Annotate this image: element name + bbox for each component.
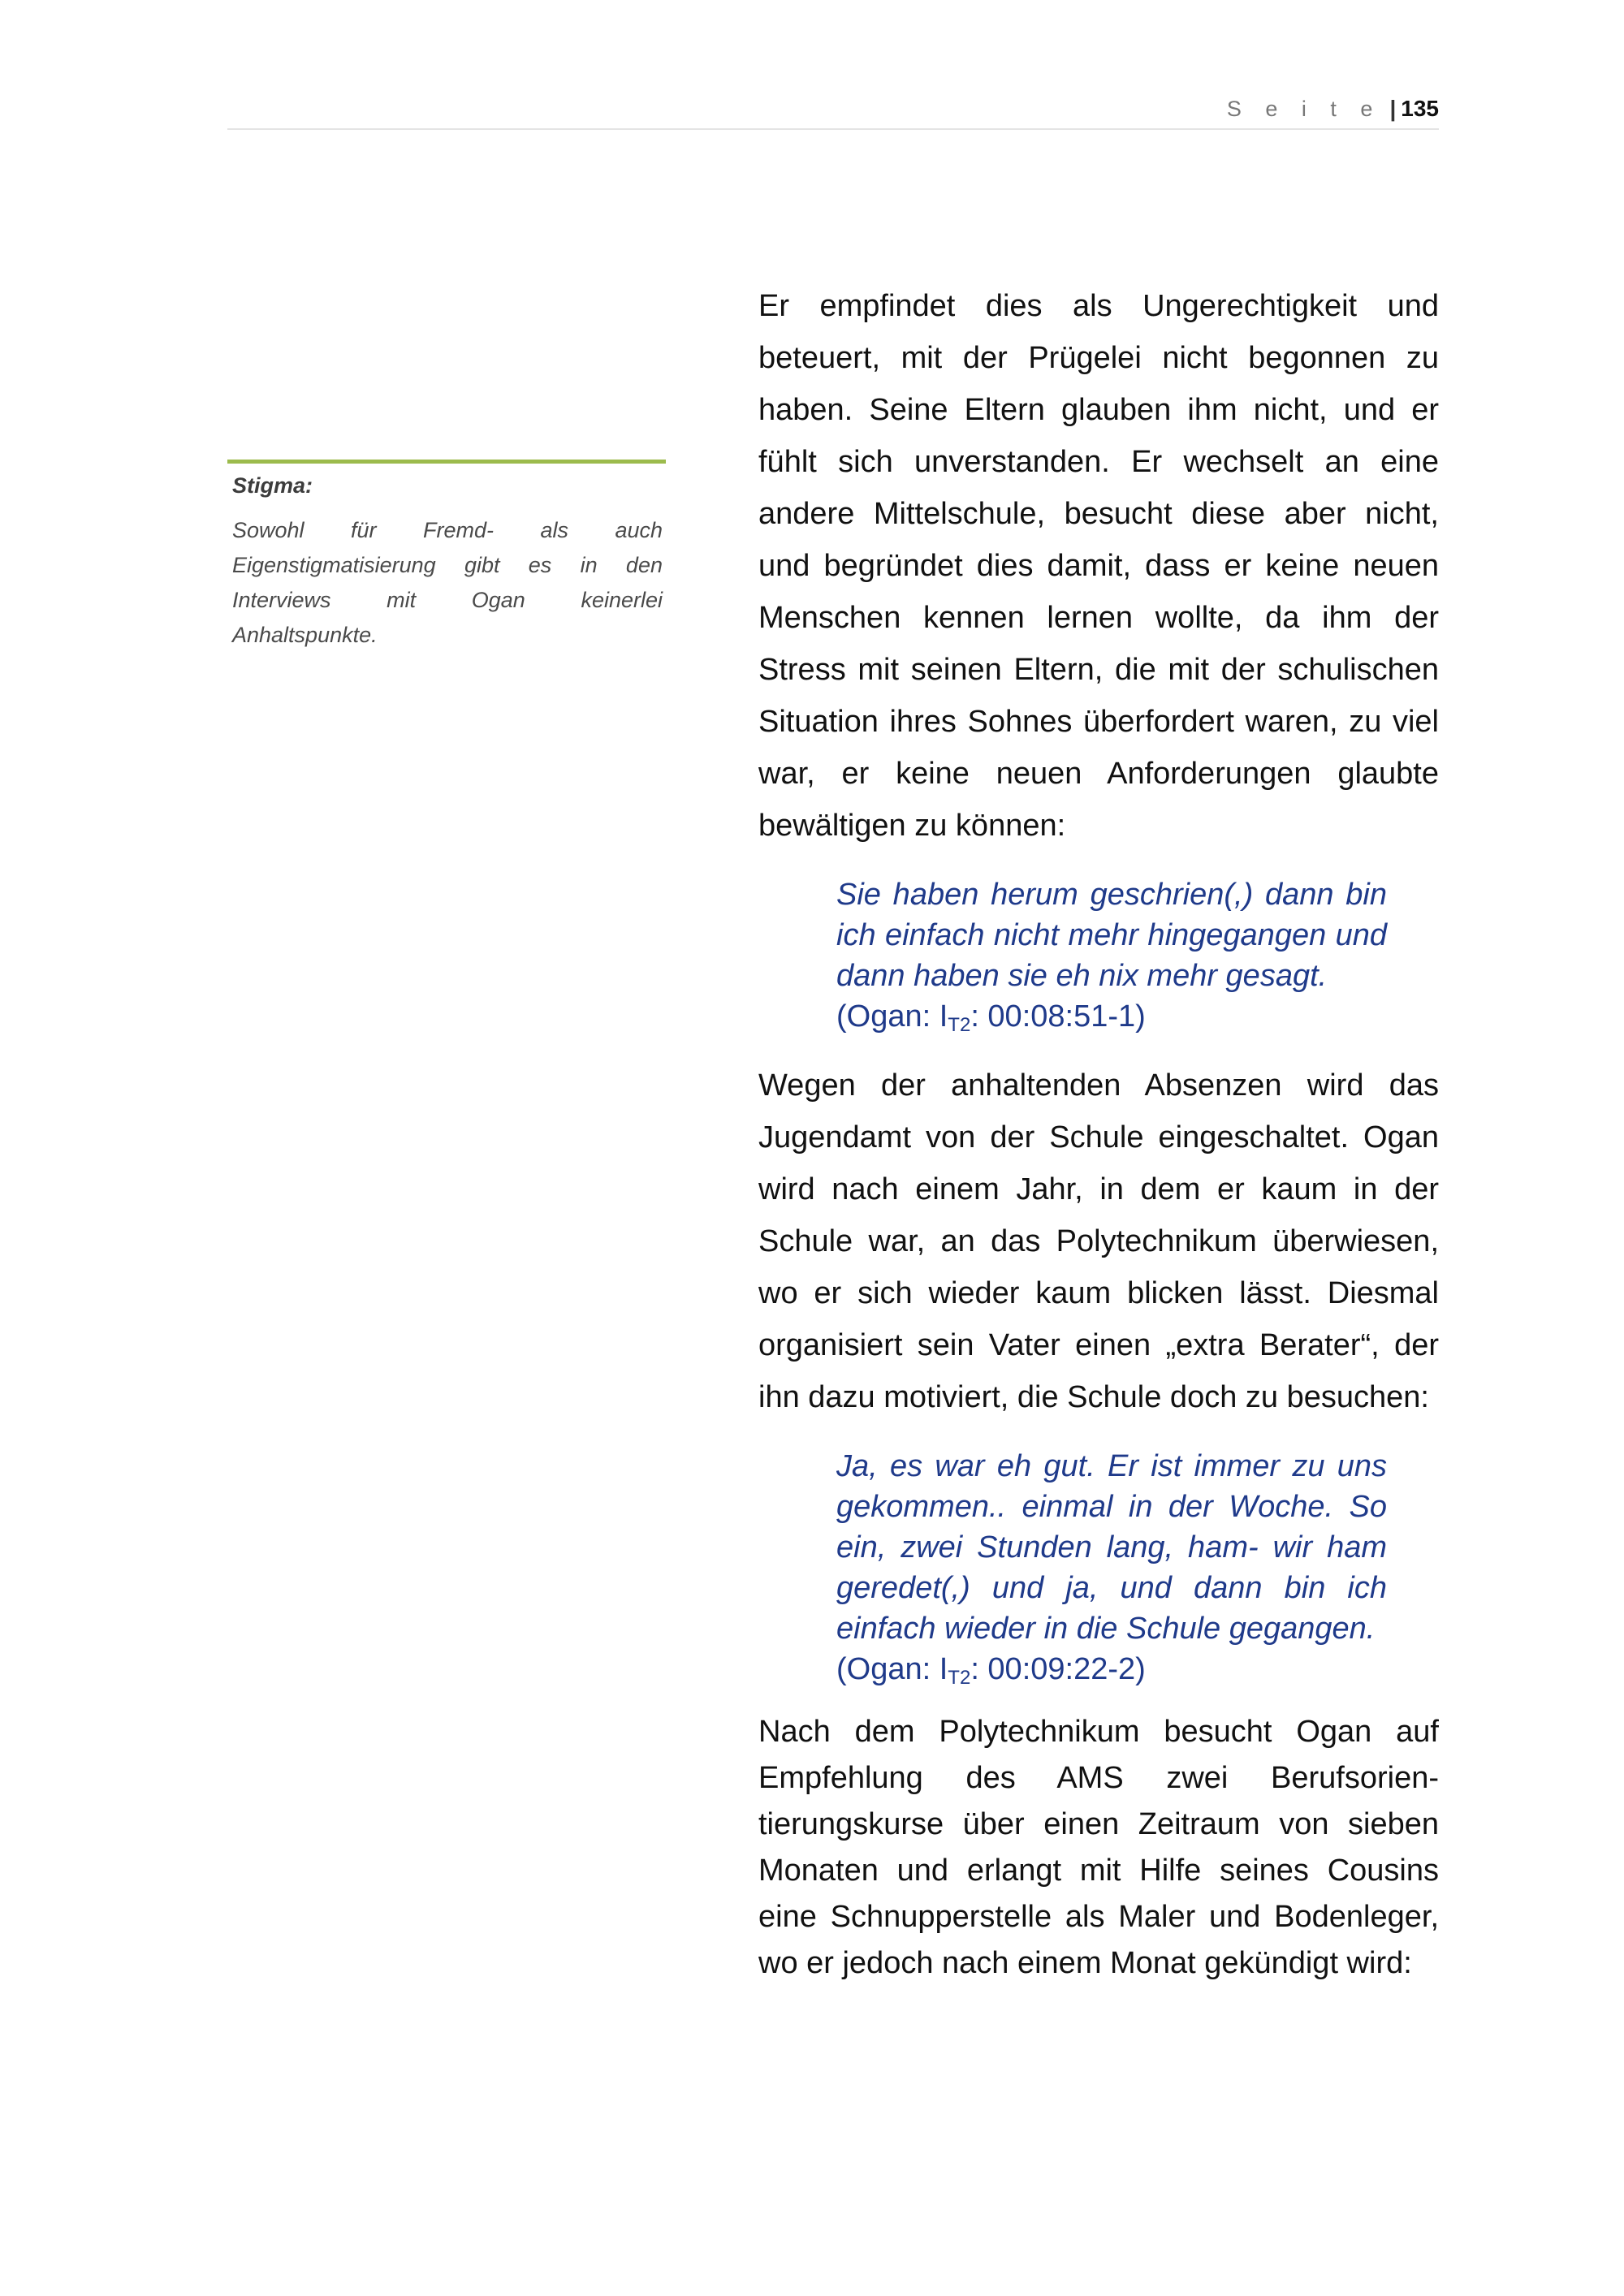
quote-2-ref-suffix: : 00:09:22-2) bbox=[970, 1652, 1146, 1686]
quote-2-ref-prefix: (Ogan: I bbox=[836, 1652, 948, 1686]
quote-2-text: Ja, es war eh gut. Er ist immer zu uns gekommen.. einmal in der Woche. So ein, zwei Stunden lang, ham- wir ham geredet(,) und ja, und dann bin ich einfach wieder in die Schule gegangen. bbox=[836, 1449, 1387, 1646]
main-text-column bbox=[758, 280, 1439, 1987]
body-paragraph-2: Wegen der anhaltenden Absenzen wird das Jugendamt von der Schule eingeschaltet. Ogan wird nach einem Jahr, in dem er kaum in der Schule war, an das Polytechnikum überwiesen, wo er sich wieder kaum blicken lässt. Diesmal organisiert sein Vater einen „extra Berater“, der ihn dazu motiviert, die Schule doch zu besuchen: bbox=[758, 1068, 1439, 1414]
margin-note-stigma bbox=[227, 460, 666, 653]
quote-2-reference bbox=[836, 1652, 1146, 1689]
quote-1-ref-suffix: : 00:08:51-1) bbox=[970, 999, 1146, 1034]
page-label: S e i t e bbox=[1226, 97, 1382, 121]
margin-note-title: Stigma: bbox=[232, 473, 313, 498]
page-number: 135 bbox=[1401, 96, 1439, 121]
margin-note-text: Sowohl für Fremd- als auch Eigenstigmatisierung gibt es in den Interviews mit Ogan keinerlei Anhaltspunkte. bbox=[232, 518, 663, 647]
quote-1-reference bbox=[836, 999, 1146, 1034]
page-separator: | bbox=[1389, 96, 1397, 121]
quote-2-ref-sub: T2 bbox=[948, 1667, 971, 1689]
quote-1-text: Sie haben herum geschrien(,) dann bin ich einfach nicht mehr hingegangen und dann haben sie eh nix mehr gesagt. bbox=[836, 878, 1387, 993]
body-paragraph-3: Nach dem Polytechnikum besucht Ogan auf Empfehlung des AMS zwei Berufsorien-tierungskurse über einen Zeitraum von sieben Monaten und erlangt mit Hilfe seines Cousins eine Schnupperstelle als Maler und Bodenleger, wo er jedoch nach einem Monat gekündigt wird: bbox=[758, 1715, 1439, 1980]
page-header bbox=[227, 96, 1439, 130]
quote-1-ref-prefix: (Ogan: I bbox=[836, 999, 948, 1034]
quote-1-ref-sub: T2 bbox=[948, 1014, 971, 1036]
interview-quote-1 bbox=[836, 874, 1387, 1037]
interview-quote-2 bbox=[836, 1446, 1387, 1690]
body-paragraph-1: Er empfindet dies als Ungerechtigkeit und beteuert, mit der Prügelei nicht begonnen zu haben. Seine Eltern glauben ihm nicht, und er fühlt sich unverstanden. Er wechselt an eine andere Mittelschule, besucht diese aber nicht, und begründet dies damit, dass er keine neuen Menschen kennen lernen wollte, da ihm der Stress mit seinen Eltern, die mit der schulischen Situation ihres Sohnes überfordert waren, zu viel war, er keine neuen Anforderungen glaubte bewältigen zu können: bbox=[758, 289, 1439, 843]
